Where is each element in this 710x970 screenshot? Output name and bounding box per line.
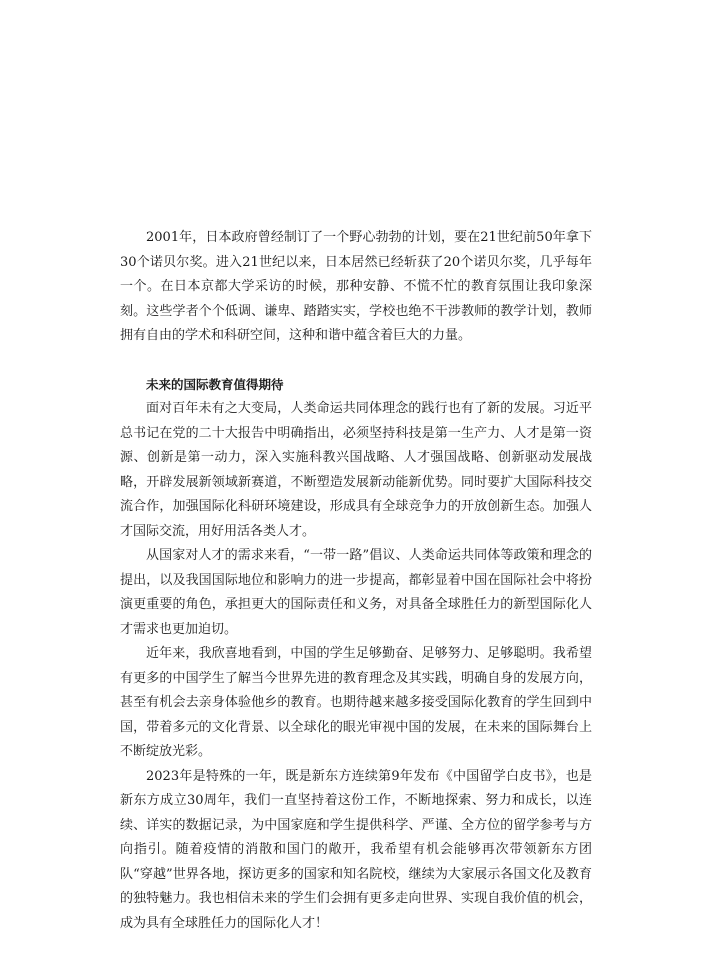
paragraph-chinese-students: 近年来，我欣喜地看到，中国的学生足够勤奋、足够努力、足够聪明。我希望有更多的中国学生了解当今世界先进的教育理念及其实践，明确自身的发展方向，甚至有机会去亲身体验他乡的教育。也期待越来越多接受国际化教育的学生回到中国，带着多元的文化背景、以全球化的眼光审视中国的发展，在未来的国际舞台上不断绽放光彩。: [120, 646, 592, 759]
paragraph-great-changes: 面对百年未有之大变局，人类命运共同体理念的践行也有了新的发展。习近平总书记在党的二十大报告中明确指出，必须坚持科技是第一生产力、人才是第一资源、创新是第一动力，深入实施科教兴国战略、人才强国战略、创新驱动发展战略，开辟发展新领域新赛道，不断塑造发展新动能新优势。同时要扩大国际科技交流合作，加强国际化科研环境建设，形成具有全球竞争力的开放创新生态。加强人才国际交流，用好用活各类人才。: [120, 401, 592, 539]
paragraph-2023-white-paper: 2023年是特殊的一年，既是新东方连续第9年发布《中国留学白皮书》，也是新东方成立30周年，我们一直坚持着这份工作，不断地探索、努力和成长，以连续、详实的数据记录，为中国家庭和学生提供科学、严谨、全方位的留学参考与方向指引。随着疫情的消散和国门的敞开，我希望有机会能够再次带领新东方团队“穿越”世界各地，探访更多的国家和知名院校，继续为大家展示各国文化及教育的独特魅力。我也相信未来的学生们会拥有更多走向世界、实现自我价值的机会，成为具有全球胜任力的国际化人才！: [120, 768, 592, 931]
paragraph-national-talent-needs: 从国家对人才的需求来看，“一带一路”倡议、人类命运共同体等政策和理念的提出，以及我国国际地位和影响力的进一步提高，都彰显着中国在国际社会中将扮演更重要的角色，承担更大的国际责任和义务，对具备全球胜任力的新型国际化人才需求也更加迫切。: [120, 548, 592, 637]
paragraph-japan-nobel: 2001年，日本政府曾经制订了一个野心勃勃的计划，要在21世纪前50年拿下30个诺贝尔奖。进入21世纪以来，日本居然已经斩获了20个诺贝尔奖，几乎每年一个。在日本京都大学采访的时候，那种安静、不慌不忙的教育氛围让我印象深刻。这些学者个个低调、谦卑、踏踏实实，学校也绝不干涉教师的教学计划，教师拥有自由的学术和科研空间，这种和谐中蕴含着巨大的力量。: [120, 230, 592, 343]
document-body: [120, 226, 592, 936]
section-heading: 未来的国际教育值得期待: [146, 376, 284, 392]
